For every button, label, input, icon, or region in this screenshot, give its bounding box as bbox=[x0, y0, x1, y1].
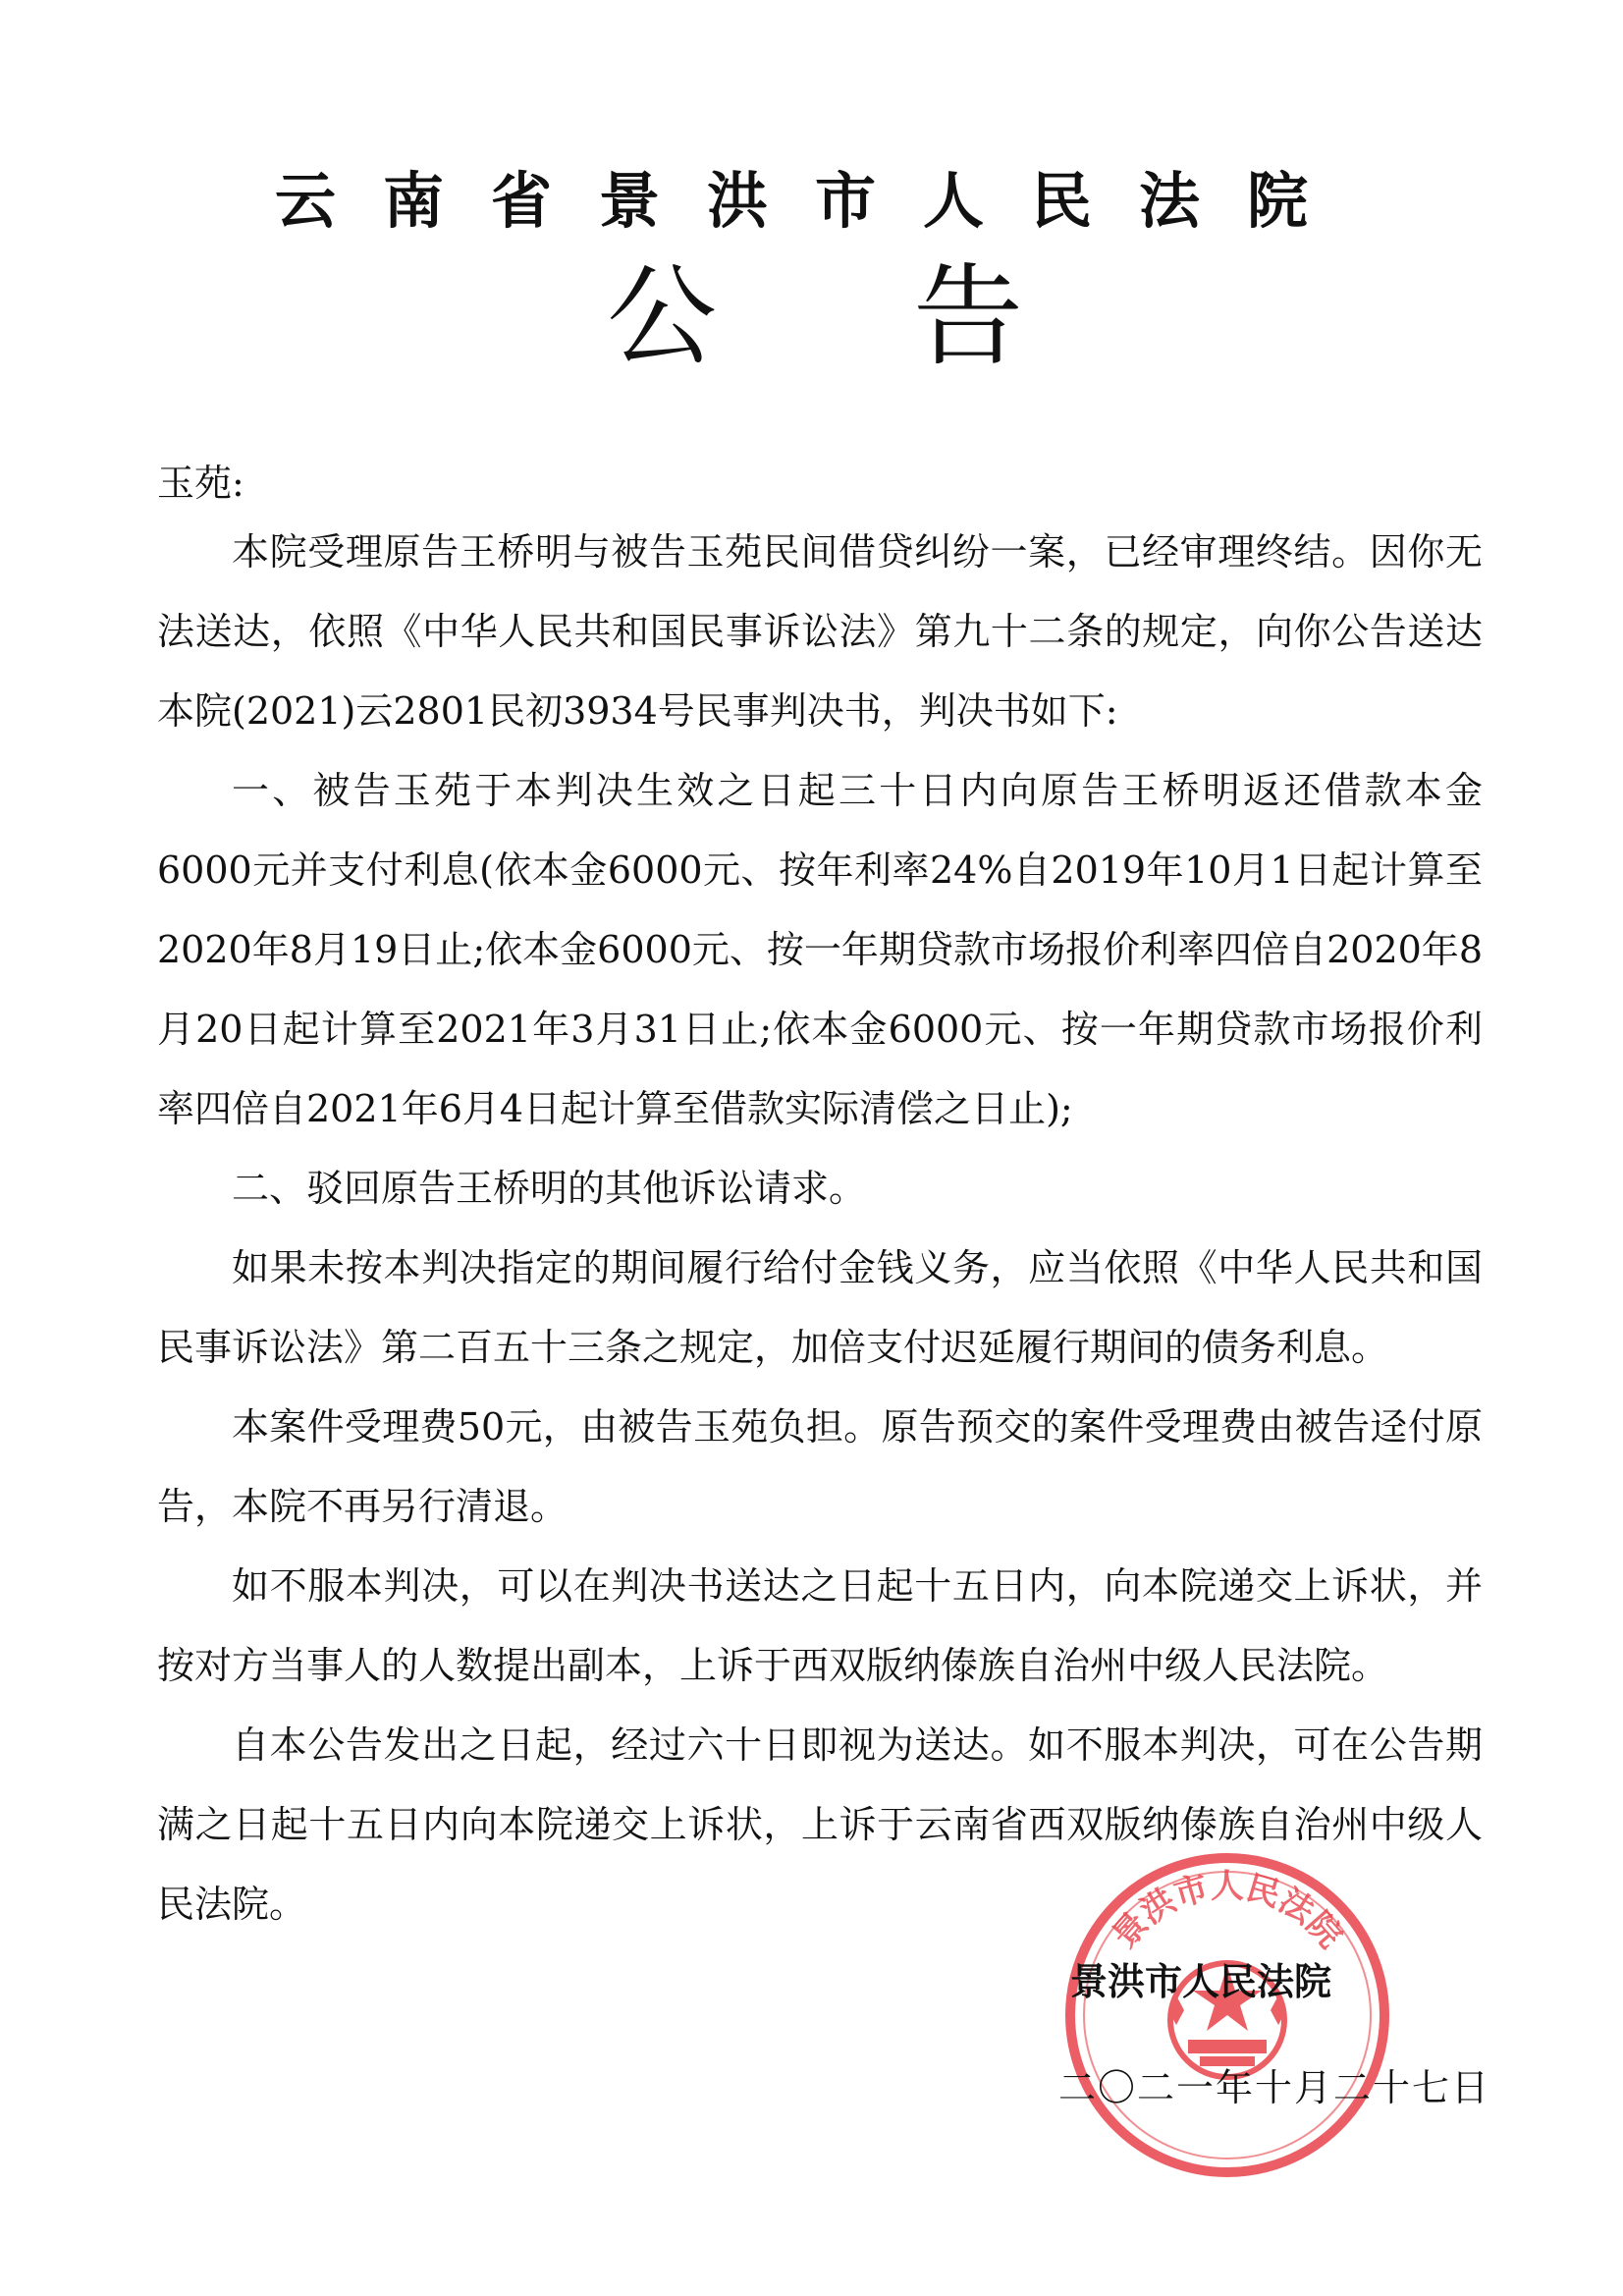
addressee: 玉苑: bbox=[157, 462, 244, 505]
paragraph-judgment-item-2: 二、驳回原告王桥明的其他诉讼请求。 bbox=[232, 1167, 867, 1210]
document-title: 公告 bbox=[607, 253, 1219, 381]
paragraph-court-fee: 本案件受理费50元，由被告玉苑负担。原告预交的案件受理费由被告迳付原告，本院不再另行清退。 bbox=[157, 1405, 1483, 1528]
seal-text: 景洪市人民法院 bbox=[1105, 1867, 1350, 1956]
signature-court: 景洪市人民法院 bbox=[1070, 1959, 1332, 2003]
paragraph-appeal-rights: 如不服本判决，可以在判决书送达之日起十五日内，向本院递交上诉状，并按对方当事人的人数提出副本，上诉于西双版纳傣族自治州中级人民法院。 bbox=[157, 1564, 1483, 1687]
court-name-heading: 云南省景洪市人民法院 bbox=[274, 165, 1355, 237]
paragraph-intro: 本院受理原告王桥明与被告玉苑民间借贷纠纷一案，已经审理终结。因你无法送达，依照《中华人民共和国民事诉讼法》第九十二条的规定，向你公告送达本院(2021)云2801民初3934号民事判决书，判决书如下: bbox=[157, 530, 1483, 733]
court-seal-icon bbox=[1060, 1848, 1394, 2182]
notice-body bbox=[157, 513, 1483, 1944]
paragraph-delay-interest: 如果未按本判决指定的期间履行给付金钱义务，应当依照《中华人民共和国民事诉讼法》第二百五十三条之规定，加倍支付迟延履行期间的债务利息。 bbox=[157, 1246, 1483, 1369]
signature-date: 二〇二一年十月二十七日 bbox=[1058, 2066, 1491, 2109]
paragraph-judgment-item-1: 一、被告玉苑于本判决生效之日起三十日内向原告王桥明返还借款本金6000元并支付利息(依本金6000元、按年利率24%自2019年10月1日起计算至2020年8月19日止;依本金6000元、按一年期贷款市场报价利率四倍自2020年8月20日起计算至2021年3月31日止;依本金6000元、按一年期贷款市场报价利率四倍自2021年6月4日起计算至借款实际清偿之日止); bbox=[157, 769, 1483, 1130]
paragraph-service-period: 自本公告发出之日起，经过六十日即视为送达。如不服本判决，可在公告期满之日起十五日内向本院递交上诉状，上诉于云南省西双版纳傣族自治州中级人民法院。 bbox=[157, 1723, 1483, 1926]
